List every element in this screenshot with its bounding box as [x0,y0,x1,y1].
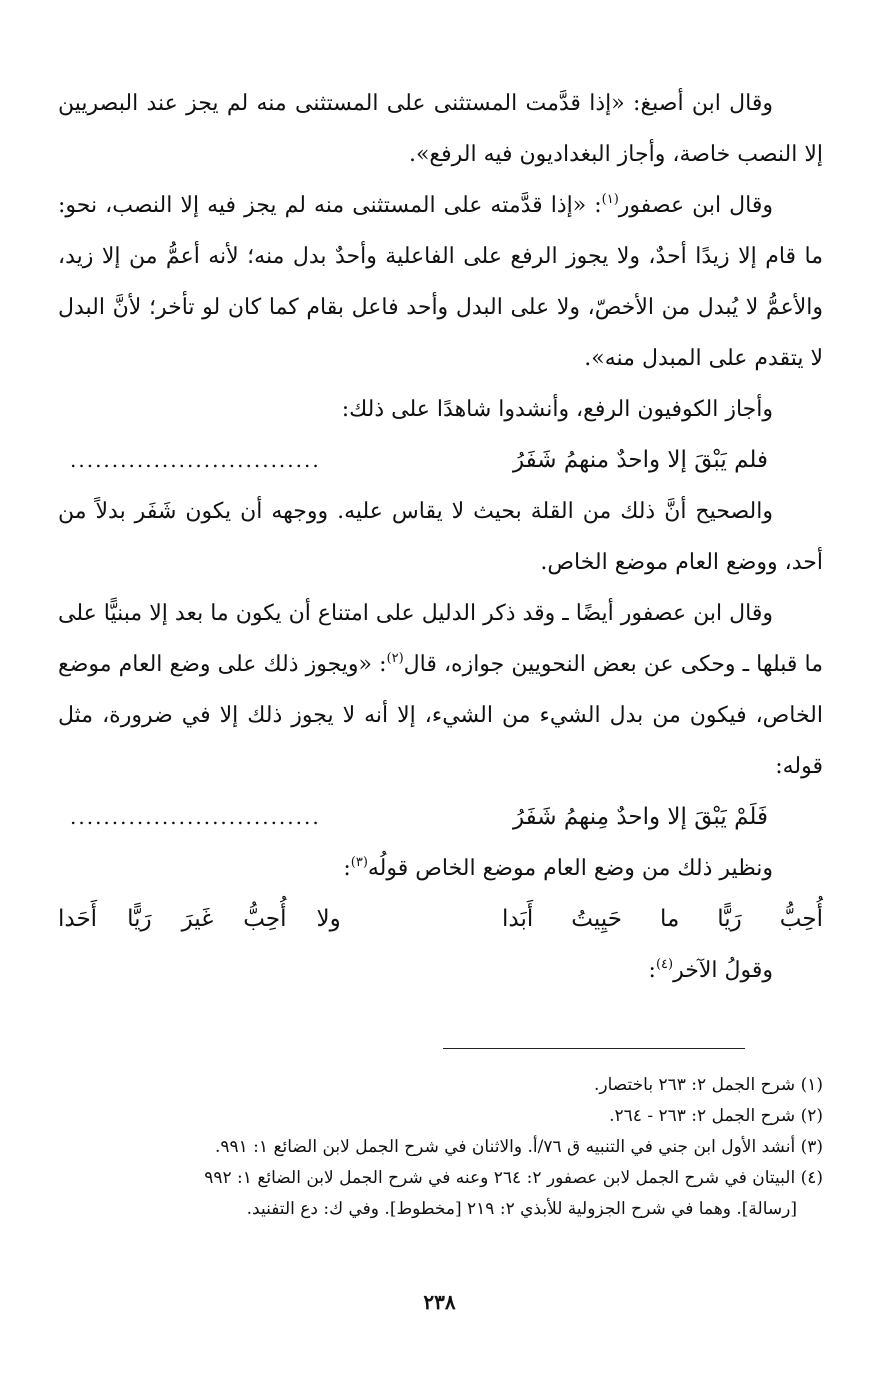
paragraph-kufans: وأجاز الكوفيون الرفع، وأنشدوا شاهدًا على ذلك: [341,397,773,422]
verse-first-hemistich [502,894,823,945]
verse-word: رَيًّا [717,906,742,932]
verse-word: رَيًّا [127,906,152,932]
verse-hemistich: فَلَمْ يَبْقَ إلا واحدٌ مِنهمُ شَفَرُ [512,804,768,830]
footnote-4: (٤) البيتان في شرح الجمل لابن عصفور ٢: ٢٦٤ وعنه في شرح الجمل لابن الضائع ١: ٩٩٢ [204,1168,823,1188]
main-text [58,78,823,996]
paragraph-analogue [58,843,823,894]
paragraph-text: : [648,958,656,983]
verse-ellipsis: .............................. [70,448,321,472]
paragraph-ibn-asbagh: وقال ابن أصبغ: «إذا قدَّمت المستثنى على المستثنى منه لم يجز عند البصريين إلا النصب خاصة، وأجاز البغداديون فيه الرفع». [58,91,823,167]
paragraph-correct-view: والصحيح أنَّ ذلك من القلة بحيث لا يقاس عليه. ووجهه أن يكون شَفَر بدلاً من أحد، ووضع العام موضع الخاص. [58,499,823,575]
paragraph-text: وقال ابن عصفور أيضًا ـ وقد ذكر الدليل على امتناع أن يكون ما بعد إلا مبنيًّا على ما قبلها ـ وحكى عن بعض النحويين جوازه، قال [58,601,823,677]
paragraph-ibn-usfur-quote [58,180,823,384]
paragraph-text: : «إذا قدَّمته على المستثنى منه لم يجز فيه إلا النصب، نحو: ما قام إلا زيدًا أحدٌ، ولا يجوز الرفع على الفاعلية وأحدٌ بدل منه؛ لأنه أعمُّ من إلا زيد، والأعمُّ لا يُبدل من الأخصّ، ولا على البدل وأحد فاعل بقام كما كان لو تأخر؛ لأنَّ البدل لا يتقدم على المبدل منه». [58,193,823,371]
verse-line-2 [58,792,823,843]
verse-word: حَيِيتُ [571,906,622,932]
footnote-2: (٢) شرح الجمل ٢: ٢٦٣ - ٢٦٤. [609,1106,823,1126]
verse-line-1 [58,435,823,486]
footnote-4-continued: [رسالة]. وهما في شرح الجزولية للأبذي ٢: ٢١٩ [مخطوط]. وفي ك: دع التفنيد. [246,1199,797,1219]
verse-word: أَبَدا [501,906,534,932]
verse-word: أُحِبُّ [243,906,287,932]
verse-word: غَيرَ [181,906,214,932]
verse-hemistich: فلم يَبْقَ إلا واحدٌ منهمُ شَفَرُ [512,447,768,473]
verse-word: ما [659,906,680,932]
paragraph-text: وقال ابن عصفور [618,193,773,218]
footnotes [80,1070,823,1225]
footnote-ref-4: (٤) [655,957,674,972]
verse-word: أُحِبُّ [779,906,823,932]
footnote-ref-2: (٢) [386,651,404,666]
paragraph-text: : «ويجوز ذلك على وضع العام موضع الخاص، فيكون من بدل الشيء من الشيء، إلا أنه لا يجوز ذلك إلا في ضرورة، مثل قوله: [58,652,823,779]
page-number: ٢٣٨ [423,1290,456,1314]
verse-ellipsis: .............................. [70,805,321,829]
footnote-ref-1: (١) [601,192,619,207]
paragraph-text: ونظير ذلك من وضع العام موضع الخاص قولُه [367,856,773,881]
footnote-ref-3: (٣) [350,855,368,870]
footnote-divider [443,1048,745,1049]
verse-second-hemistich [58,894,341,945]
paragraph-text: : [343,856,351,881]
verse-line-3 [58,894,823,945]
verse-word: ولا [316,906,341,932]
paragraph-ibn-usfur-also [58,588,823,792]
paragraph-text: وقولُ الآخر [673,958,773,983]
footnote-1: (١) شرح الجمل ٢: ٢٦٣ باختصار. [594,1075,823,1095]
verse-word: أَحَدا [58,906,98,932]
paragraph-other-poet [58,945,823,996]
footnote-3: (٣) أنشد الأول ابن جني في التنبيه ق ٧٦/أ. والاثنان في شرح الجمل لابن الضائع ١: ٩٩١. [214,1137,823,1157]
